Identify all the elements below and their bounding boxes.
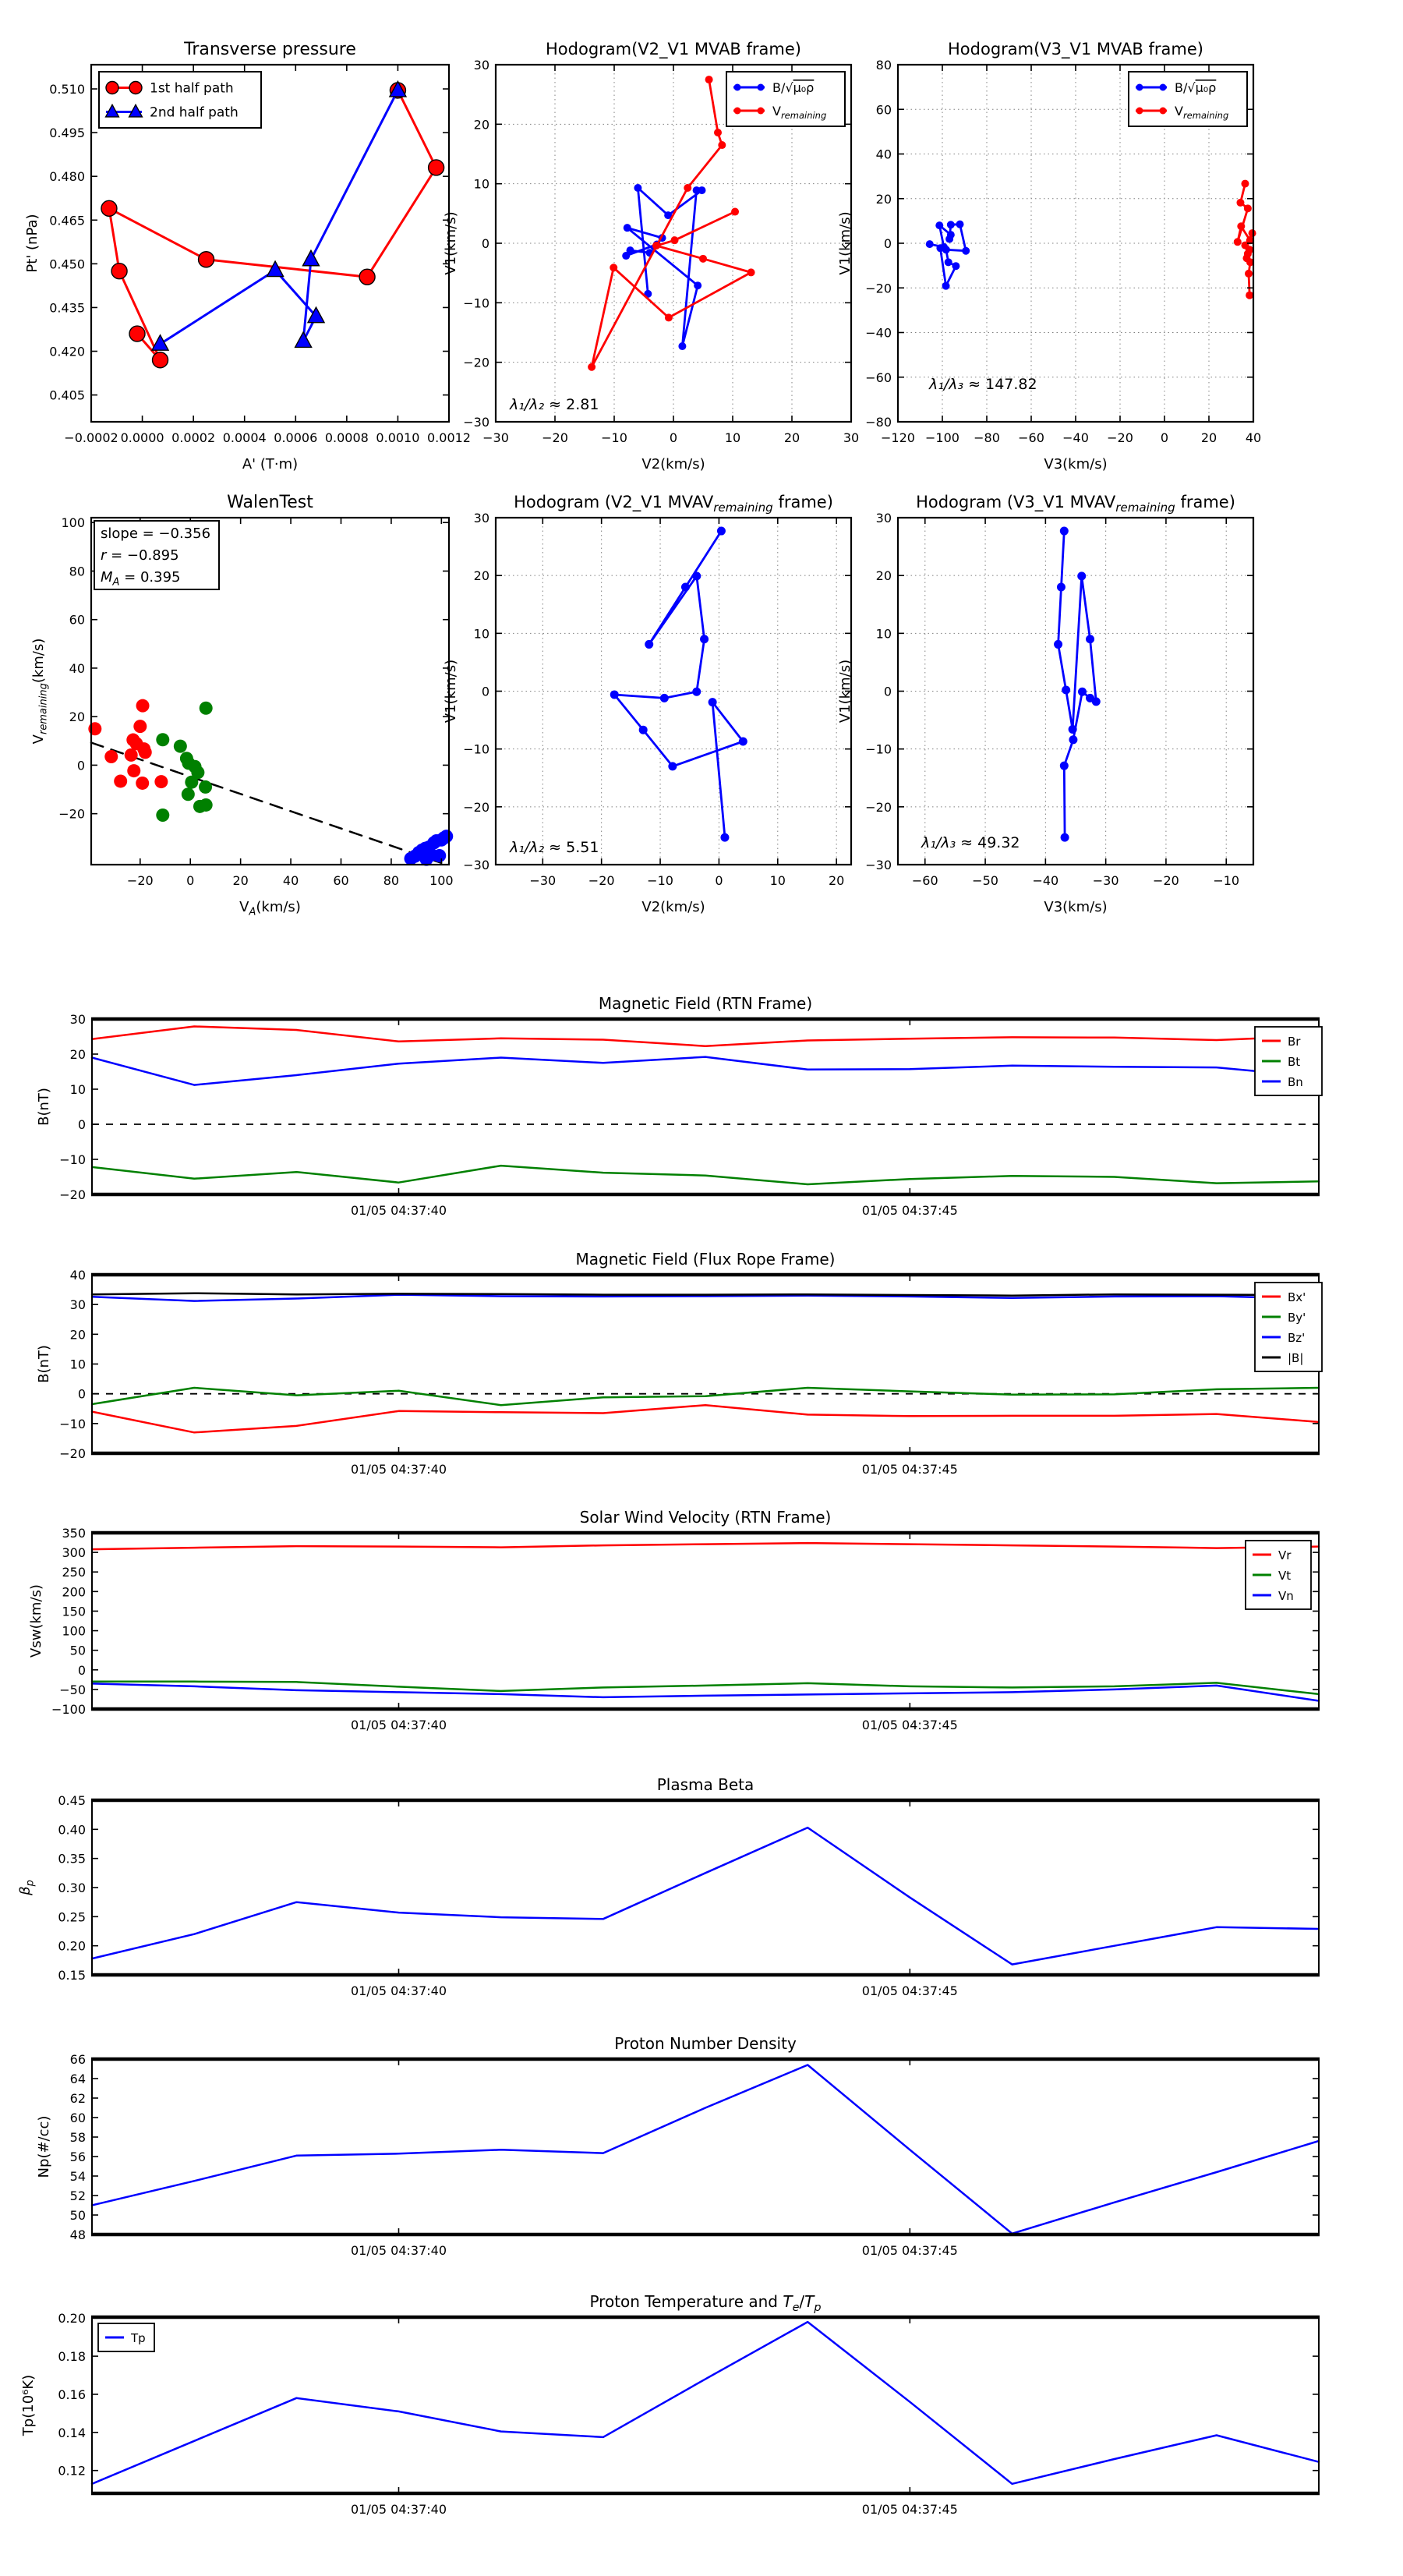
x-tick-label: 01/05 04:37:45 — [861, 2243, 958, 2258]
legend-label: Bn — [1288, 1075, 1303, 1089]
panel-proton-temp — [20, 2292, 1320, 2517]
chart-title: Hodogram (V2_V1 $MVAV_{remaining}$ frame) — [514, 493, 833, 515]
series-Vr — [92, 1543, 1319, 1549]
y-tick-label: 30 — [69, 1297, 86, 1313]
y-tick-label: 48 — [69, 2227, 86, 2242]
ticks — [92, 2059, 1319, 2235]
y-tick-label: −40 — [865, 325, 892, 341]
y-tick-label: −10 — [865, 741, 892, 757]
series-V remaining — [610, 527, 747, 842]
x-tick-label: 10 — [724, 430, 741, 445]
x-tick-label: 0.0008 — [324, 430, 369, 445]
y-tick-label: 50 — [69, 2208, 86, 2223]
legend-label: |B| — [1288, 1351, 1304, 1365]
y-tick-label: 80 — [69, 564, 85, 579]
y-tick-label: 150 — [62, 1604, 86, 1619]
y-axis-label: $V_{remaining}(km/s)$ — [30, 638, 50, 745]
series-|B| — [92, 1293, 1319, 1296]
y-tick-label: 30 — [69, 1012, 86, 1027]
panel-walen-test — [30, 493, 454, 918]
y-tick-label: 80 — [875, 58, 892, 73]
chart-title: Magnetic Field (RTN Frame) — [598, 994, 813, 1013]
y-tick-label: 20 — [69, 709, 85, 725]
x-tick-label: 40 — [282, 873, 299, 888]
annotation-line: slope = −0.356 — [101, 525, 211, 542]
legend-label: Bx' — [1288, 1290, 1306, 1304]
plot-area — [92, 2059, 1319, 2235]
x-axis-label: V3(km/s) — [1044, 899, 1108, 915]
x-tick-label: 20 — [783, 430, 800, 445]
x-tick-label: 01/05 04:37:45 — [861, 1718, 958, 1732]
chart-title: Hodogram(V3_V1 MVAB frame) — [948, 40, 1203, 58]
legend — [1255, 1283, 1322, 1371]
y-tick-label: −20 — [865, 281, 892, 296]
y-axis-label: $\beta_p$ — [17, 1880, 37, 1895]
y-tick-label: 0 — [77, 1117, 86, 1132]
x-tick-label: −80 — [974, 430, 1000, 445]
series-Bt — [92, 1166, 1319, 1184]
y-tick-label: −20 — [463, 355, 489, 370]
series-Br — [92, 1027, 1319, 1046]
x-tick-label: 0.0012 — [427, 430, 471, 445]
grid — [496, 518, 851, 865]
y-tick-label: 30 — [473, 58, 489, 73]
annotation: λ₁/λ₂ ≈ 2.81 — [510, 396, 599, 413]
series-Bn — [92, 1057, 1319, 1085]
y-tick-label: 0 — [77, 1386, 86, 1402]
x-tick-label: −20 — [126, 873, 154, 888]
panel-plasma-beta — [17, 1775, 1320, 1998]
y-tick-label: 0.14 — [58, 2425, 86, 2440]
x-tick-label: −40 — [1062, 430, 1089, 445]
y-tick-label: 60 — [875, 102, 892, 118]
x-tick-label: −60 — [911, 873, 938, 888]
series-middle-segment — [156, 702, 212, 822]
y-tick-label: 0.40 — [58, 1822, 86, 1838]
x-tick-label: −30 — [1092, 873, 1119, 888]
y-tick-label: −30 — [463, 415, 489, 430]
chart-title: Hodogram (V3_V1 $MVAV_{remaining}$ frame) — [916, 493, 1235, 515]
y-tick-label: −20 — [59, 1446, 86, 1461]
x-tick-label: 01/05 04:37:40 — [350, 1203, 447, 1218]
y-axis-label: V1(km/s) — [837, 659, 853, 724]
y-tick-label: 0.405 — [49, 387, 85, 403]
y-axis-label: B(nT) — [36, 1088, 52, 1126]
y-tick-label: −60 — [865, 370, 892, 385]
series-V remaining — [1054, 527, 1101, 842]
x-tick-label: −10 — [601, 430, 627, 445]
series-By' — [92, 1388, 1319, 1405]
y-tick-label: 20 — [473, 568, 489, 584]
y-axis-label: V1(km/s) — [837, 211, 853, 275]
y-axis-label: Np(#/cc) — [36, 2115, 52, 2178]
annotation: λ₁/λ₂ ≈ 5.51 — [510, 839, 599, 856]
y-tick-label: 100 — [61, 515, 85, 531]
y-tick-label: 20 — [875, 568, 892, 584]
y-tick-label: 0.15 — [58, 1968, 86, 1983]
y-tick-label: 350 — [62, 1526, 86, 1541]
legend-label: Bz' — [1288, 1331, 1306, 1345]
y-tick-label: 56 — [69, 2150, 86, 2164]
plot-area — [496, 518, 851, 865]
chart-title: Proton Number Density — [614, 2034, 797, 2053]
x-tick-label: 100 — [429, 873, 454, 888]
legend-label: Br — [1288, 1035, 1301, 1049]
x-tick-label: 0.0000 — [120, 430, 164, 445]
y-tick-label: 30 — [875, 511, 892, 525]
panel-mag-rtn — [36, 994, 1322, 1218]
x-tick-label: 01/05 04:37:45 — [861, 1203, 958, 1218]
chart-title: WalenTest — [227, 493, 313, 512]
series-first-segment — [88, 699, 168, 790]
x-tick-label: 01/05 04:37:45 — [861, 2502, 958, 2517]
y-tick-label: 20 — [69, 1047, 86, 1062]
y-tick-label: 10 — [875, 626, 892, 642]
x-tick-label: −20 — [542, 430, 568, 445]
y-axis-label: V1(km/s) — [443, 659, 459, 724]
y-tick-label: 64 — [69, 2072, 86, 2086]
x-axis-label: V3(km/s) — [1044, 456, 1108, 472]
y-tick-label: 66 — [69, 2052, 86, 2067]
y-tick-label: 0.45 — [58, 1793, 86, 1808]
x-tick-label: −10 — [1213, 873, 1240, 888]
y-tick-label: 30 — [473, 511, 489, 525]
legend — [99, 72, 261, 128]
y-tick-label: 10 — [69, 1357, 86, 1372]
y-tick-label: 0.16 — [58, 2387, 86, 2402]
y-tick-label: 100 — [62, 1623, 86, 1639]
y-tick-label: 0.25 — [58, 1909, 86, 1925]
x-tick-label: 0 — [186, 873, 195, 888]
series-Np — [92, 2065, 1319, 2234]
x-tick-label: −20 — [1107, 430, 1133, 445]
y-tick-label: 250 — [62, 1565, 86, 1580]
y-tick-label: 0.510 — [49, 82, 85, 97]
series-B/sqrt(mu0 rho) — [926, 221, 970, 290]
x-tick-label: −60 — [1018, 430, 1044, 445]
y-tick-label: 0.20 — [58, 1938, 86, 1954]
annotation-line: r = −0.895 — [101, 547, 179, 564]
y-tick-label: 200 — [62, 1584, 86, 1600]
legend-label: Vr — [1278, 1548, 1292, 1562]
y-tick-label: 10 — [69, 1082, 86, 1097]
x-tick-label: −50 — [972, 873, 998, 888]
annotation-line: $M_A = 0.395$ — [101, 569, 181, 589]
y-tick-label: 0.20 — [58, 2311, 86, 2327]
y-tick-label: 0 — [481, 236, 489, 251]
x-tick-label: 01/05 04:37:45 — [861, 1983, 958, 1998]
legend-label: Vn — [1278, 1589, 1294, 1603]
y-tick-label: 300 — [62, 1545, 86, 1561]
x-tick-label: −100 — [925, 430, 959, 445]
x-tick-label: −40 — [1032, 873, 1059, 888]
y-tick-label: 0.450 — [49, 257, 85, 272]
x-tick-label: 01/05 04:37:40 — [350, 2243, 447, 2258]
x-tick-label: −20 — [588, 873, 615, 888]
series-fit — [91, 743, 449, 866]
y-tick-label: 40 — [69, 660, 85, 676]
y-tick-label: −10 — [59, 1416, 86, 1431]
y-tick-label: 40 — [69, 1268, 86, 1283]
y-tick-label: −30 — [865, 858, 892, 872]
y-tick-label: 0.465 — [49, 213, 85, 228]
plot-area — [92, 1800, 1319, 1975]
y-tick-label: −100 — [51, 1702, 86, 1717]
y-axis-label: Pt' (nPa) — [24, 214, 41, 273]
ticks — [92, 1800, 1319, 1975]
y-tick-label: 60 — [69, 2111, 86, 2125]
x-axis-label: V2(km/s) — [641, 899, 705, 915]
y-axis-label: V1(km/s) — [443, 211, 459, 275]
annotation-box — [94, 521, 219, 589]
chart-title: Transverse pressure — [184, 40, 356, 59]
y-tick-label: 40 — [875, 147, 892, 162]
x-tick-label: 01/05 04:37:40 — [350, 1718, 447, 1732]
y-tick-label: 20 — [69, 1327, 86, 1343]
series-Tp — [92, 2322, 1319, 2484]
y-tick-label: −20 — [463, 799, 489, 815]
panel-mag-fluxrope — [36, 1250, 1322, 1477]
y-tick-label: 0 — [481, 684, 489, 699]
x-tick-label: −30 — [482, 430, 509, 445]
x-tick-label: −120 — [881, 430, 915, 445]
series-last-segment — [405, 830, 454, 866]
y-tick-label: 10 — [473, 176, 489, 192]
x-axis-label: V2(km/s) — [641, 456, 705, 472]
y-tick-label: 0 — [883, 236, 892, 251]
legend-label: Vt — [1278, 1569, 1292, 1583]
y-tick-label: 0.480 — [49, 169, 85, 185]
x-tick-label: −20 — [1153, 873, 1179, 888]
series-Bx' — [92, 1405, 1319, 1432]
legend-label: $V_{remaining}$ — [772, 104, 827, 121]
y-axis-label: B(nT) — [36, 1345, 52, 1383]
y-tick-label: −30 — [463, 858, 489, 872]
y-axis-label: Vsw(km/s) — [28, 1584, 44, 1658]
panel-hodogram-v2v1-mvab — [443, 40, 859, 472]
x-tick-label: 01/05 04:37:40 — [350, 1983, 447, 1998]
x-tick-label: 30 — [843, 430, 860, 445]
y-tick-label: −10 — [463, 295, 489, 311]
panel-proton-density — [36, 2034, 1320, 2258]
y-tick-label: −20 — [865, 799, 892, 815]
x-tick-label: 10 — [769, 873, 786, 888]
y-tick-label: 60 — [69, 612, 85, 628]
legend — [726, 72, 845, 126]
y-tick-label: −10 — [59, 1152, 86, 1167]
y-tick-label: 62 — [69, 2091, 86, 2106]
x-axis-label: A' (T·m) — [242, 456, 299, 472]
x-tick-label: 0.0006 — [274, 430, 318, 445]
panel-hodogram-v3v1-mvav — [837, 493, 1253, 915]
y-axis-label: Tp(10⁶K) — [20, 2374, 37, 2436]
x-tick-label: −0.0002 — [64, 430, 118, 445]
y-tick-label: 58 — [69, 2130, 86, 2145]
y-tick-label: 0.495 — [49, 126, 85, 141]
legend — [1246, 1541, 1311, 1609]
ticks — [92, 2317, 1319, 2493]
chart-title: Hodogram(V2_V1 MVAB frame) — [546, 40, 801, 58]
x-tick-label: 01/05 04:37:45 — [861, 1462, 958, 1477]
x-tick-label: 20 — [232, 873, 249, 888]
y-tick-label: 10 — [473, 626, 489, 642]
x-tick-label: −30 — [529, 873, 557, 888]
chart-title: Proton Temperature and $T_e/T_p$ — [589, 2292, 822, 2314]
y-tick-label: 0.420 — [49, 344, 85, 359]
chart-title: Plasma Beta — [656, 1775, 755, 1794]
x-tick-label: 20 — [828, 873, 845, 888]
y-tick-label: 0 — [77, 1662, 86, 1678]
x-tick-label: 20 — [1200, 430, 1217, 445]
x-tick-label: 0.0004 — [222, 430, 267, 445]
legend — [98, 2323, 154, 2351]
series-beta — [92, 1828, 1319, 1965]
legend-label: Tp — [131, 2331, 146, 2345]
chart-title: Solar Wind Velocity (RTN Frame) — [579, 1508, 832, 1527]
y-tick-label: 0.30 — [58, 1881, 86, 1895]
x-tick-label: 60 — [333, 873, 349, 888]
y-tick-label: 20 — [875, 191, 892, 207]
legend — [1255, 1027, 1322, 1095]
y-tick-label: −50 — [59, 1682, 86, 1697]
x-tick-label: 01/05 04:37:40 — [350, 2502, 447, 2517]
y-tick-label: 0.435 — [49, 300, 85, 316]
panel-hodogram-v2v1-mvav — [443, 493, 851, 915]
legend — [1129, 72, 1247, 126]
chart-title: Magnetic Field (Flux Rope Frame) — [575, 1250, 836, 1269]
legend-label: B/√μ₀ρ — [772, 80, 815, 95]
legend-label: $V_{remaining}$ — [1175, 104, 1229, 121]
panel-transverse-pressure — [24, 40, 471, 472]
legend-label: 1st half path — [150, 80, 234, 97]
x-tick-label: 40 — [1245, 430, 1262, 445]
x-tick-label: 0 — [1160, 430, 1169, 445]
y-tick-label: 0.35 — [58, 1851, 86, 1867]
x-tick-label: 80 — [383, 873, 400, 888]
y-tick-label: −10 — [463, 741, 489, 757]
y-tick-label: −20 — [59, 1187, 86, 1202]
y-tick-label: 52 — [69, 2189, 86, 2203]
legend-label: Bt — [1288, 1055, 1301, 1069]
y-tick-label: 50 — [69, 1643, 86, 1658]
x-axis-label: $V_A(km/s)$ — [239, 899, 301, 918]
x-tick-label: 01/05 04:37:40 — [350, 1462, 447, 1477]
x-tick-label: 0 — [669, 430, 678, 445]
y-tick-label: 0.12 — [58, 2463, 86, 2479]
y-tick-label: 20 — [473, 117, 489, 133]
annotation: λ₁/λ₃ ≈ 49.32 — [921, 834, 1020, 851]
y-tick-label: 0.18 — [58, 2349, 86, 2365]
x-tick-label: 0.0010 — [376, 430, 420, 445]
panel-hodogram-v3v1-mvab — [837, 40, 1261, 472]
x-tick-label: −10 — [647, 873, 673, 888]
x-tick-label: 0 — [715, 873, 723, 888]
legend-label: 2nd half path — [150, 104, 239, 121]
y-tick-label: −20 — [58, 806, 85, 822]
y-tick-label: 54 — [69, 2169, 86, 2184]
y-tick-label: −80 — [865, 415, 892, 430]
annotation: λ₁/λ₃ ≈ 147.82 — [929, 376, 1037, 393]
plot-area — [92, 2317, 1319, 2493]
panel-vsw-rtn — [28, 1508, 1320, 1732]
legend-label: B/√μ₀ρ — [1175, 80, 1217, 95]
series-B/sqrt(mu0 rho) — [622, 184, 705, 350]
y-tick-label: 0 — [76, 758, 85, 773]
legend-label: By' — [1288, 1311, 1306, 1325]
y-tick-label: 0 — [883, 684, 892, 699]
x-tick-label: 0.0002 — [171, 430, 216, 445]
ticks — [496, 518, 851, 865]
